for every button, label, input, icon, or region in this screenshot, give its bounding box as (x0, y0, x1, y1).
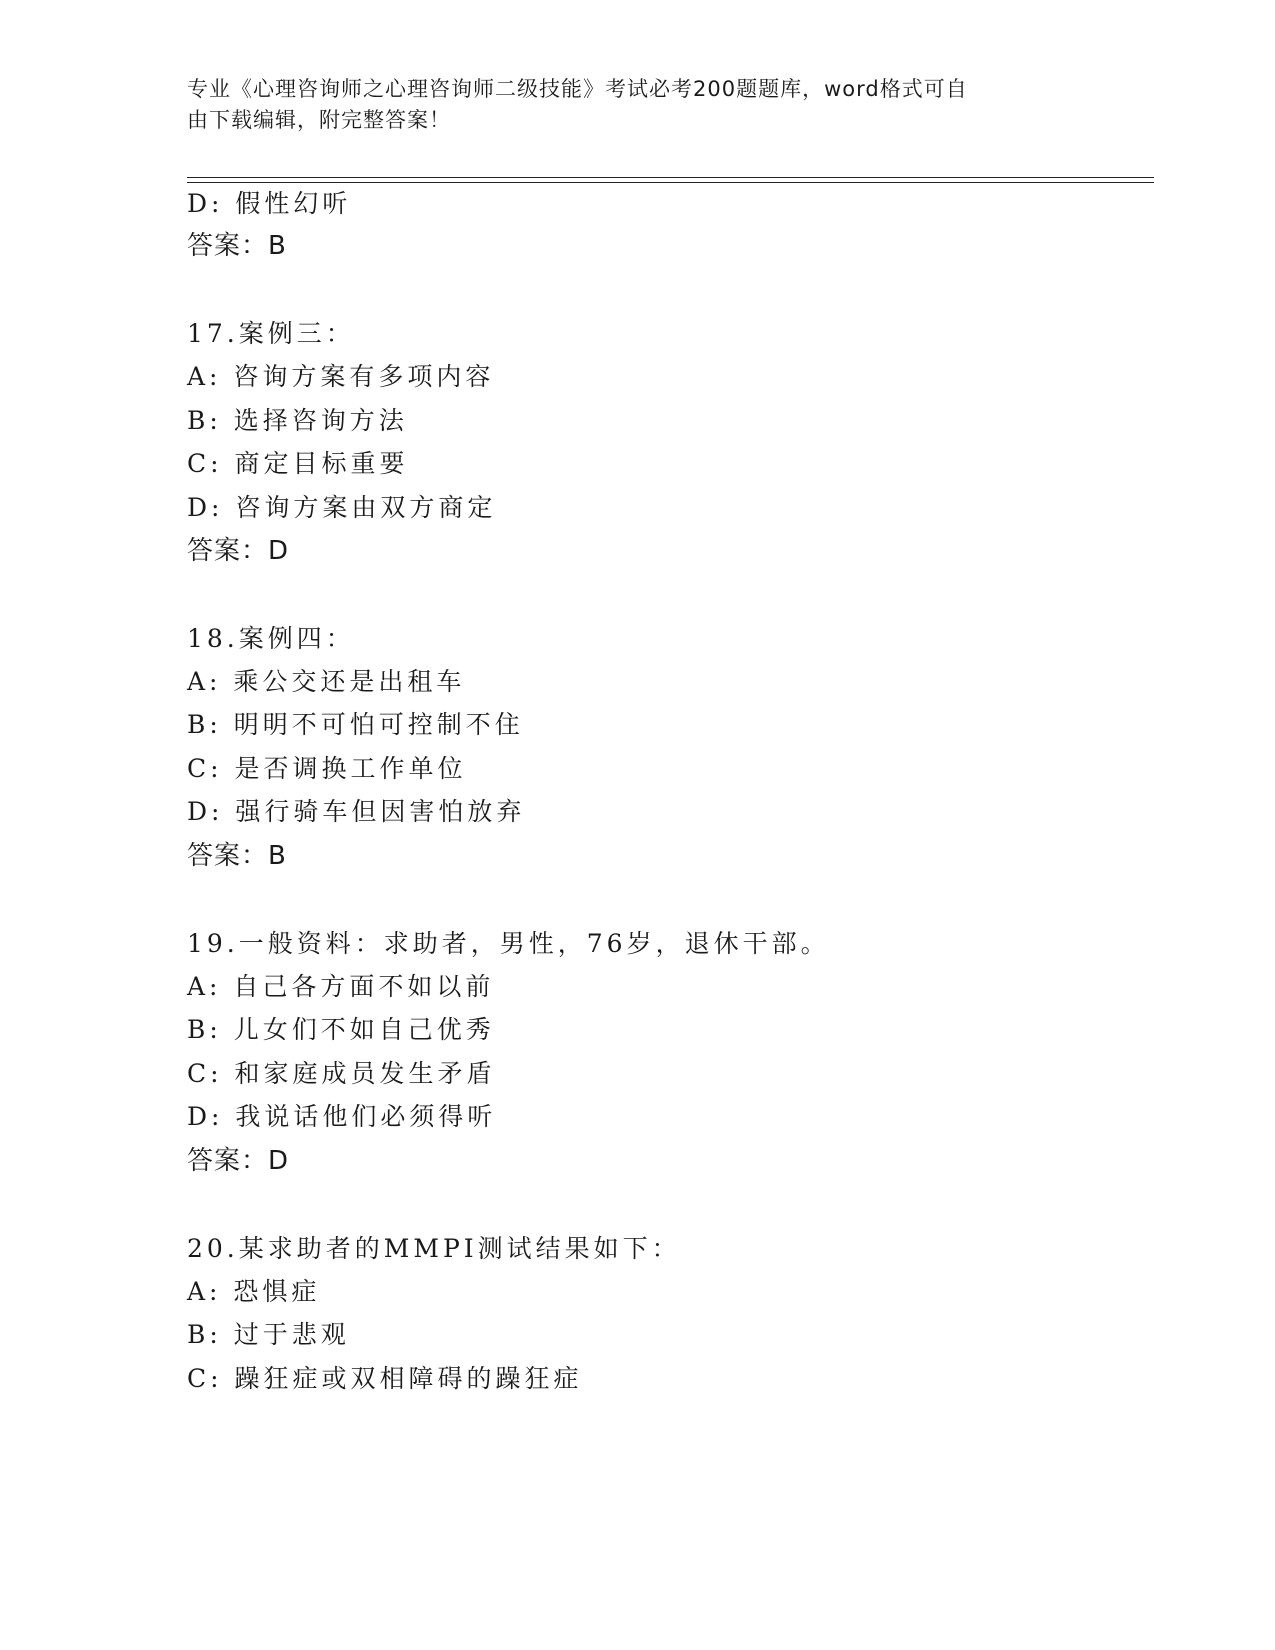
option-c-20: C: 躁狂症或双相障碍的躁狂症 (187, 1364, 583, 1393)
option-d-17: D: 咨询方案由双方商定 (187, 493, 497, 522)
question-17: 17.案例三： (187, 319, 355, 348)
option-a-20: A: 恐惧症 (187, 1277, 321, 1306)
option-a-17: A: 咨询方案有多项内容 (187, 362, 495, 391)
option-c-19: C: 和家庭成员发生矛盾 (187, 1059, 496, 1088)
answer-19: 答案：D (187, 1146, 290, 1176)
header-divider-top (187, 177, 1154, 178)
option-d-16: D: 假性幻听 (187, 189, 352, 218)
option-b-20: B: 过于悲观 (187, 1320, 350, 1349)
option-b-17: B: 选择咨询方法 (187, 406, 408, 435)
document-header (187, 74, 1087, 136)
option-b-18: B: 明明不可怕可控制不住 (187, 710, 524, 739)
question-18: 18.案例四： (187, 624, 355, 653)
answer-18: 答案：B (187, 841, 287, 871)
header-line-2: 由下载编辑，附完整答案！ (187, 108, 451, 132)
option-a-18: A: 乘公交还是出租车 (187, 667, 466, 696)
option-a-19: A: 自己各方面不如以前 (187, 972, 495, 1001)
option-c-17: C: 商定目标重要 (187, 449, 409, 478)
option-b-19: B: 儿女们不如自己优秀 (187, 1015, 495, 1044)
option-d-19: D: 我说话他们必须得听 (187, 1102, 497, 1131)
answer-16: 答案：B (187, 231, 287, 261)
option-c-18: C: 是否调换工作单位 (187, 754, 467, 783)
answer-17: 答案：D (187, 536, 290, 566)
header-line-1: 专业《心理咨询师之心理咨询师二级技能》考试必考200题题库，word格式可自 (187, 77, 968, 101)
header-divider-bottom (187, 182, 1154, 183)
option-d-18: D: 强行骑车但因害怕放弃 (187, 797, 526, 826)
question-20: 20.某求助者的MMPI测试结果如下： (187, 1234, 681, 1263)
question-19: 19.一般资料：求助者，男性，76岁，退休干部。 (187, 929, 830, 958)
